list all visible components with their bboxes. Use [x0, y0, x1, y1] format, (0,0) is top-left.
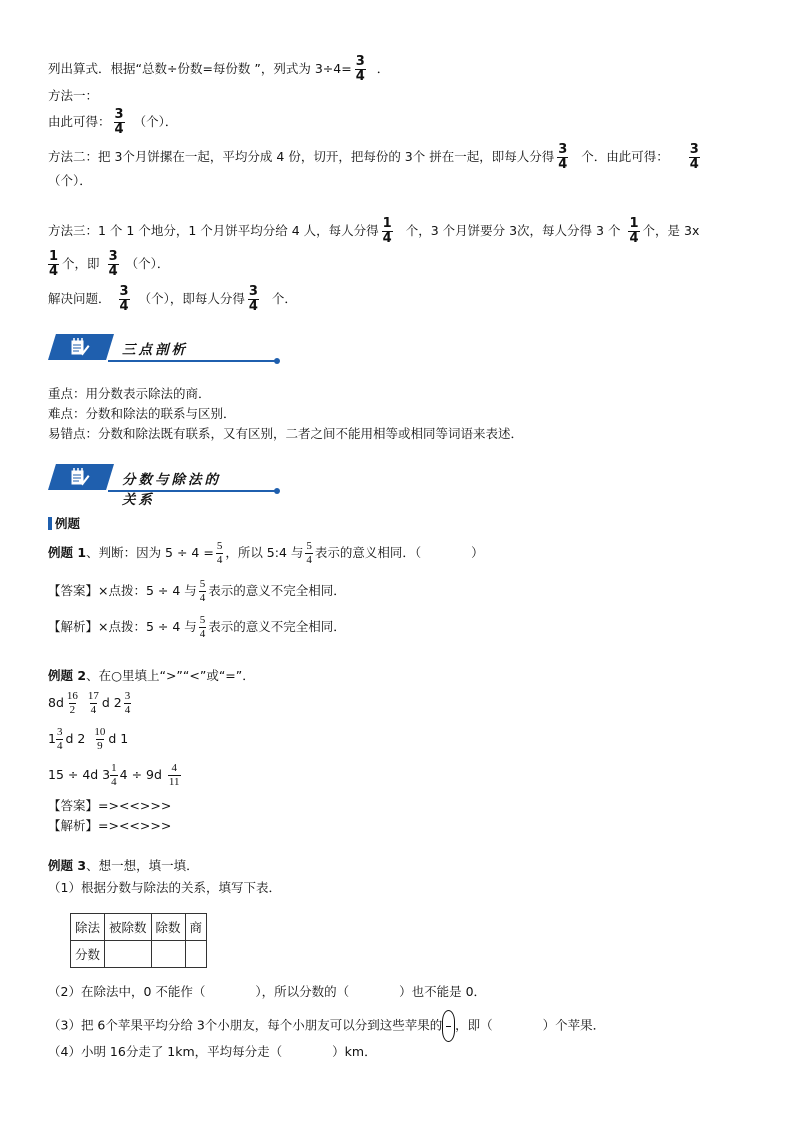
table-cell: 被除数 — [105, 914, 152, 941]
table-cell — [185, 941, 207, 968]
example-2-answer: 【答案】=><<>>> — [48, 798, 172, 813]
banner-rule — [108, 490, 278, 492]
example-1-explanation: 【解析】×点拨：5 ÷ 4 与 $\frac{5}{4}$ 表示的意义不完全相同． — [48, 614, 346, 640]
fraction: $\frac{16}{2}$ — [66, 690, 78, 716]
table-cell: 商 — [185, 914, 207, 941]
banner-dot — [274, 488, 280, 494]
section-banner-analysis — [48, 334, 230, 364]
example-3-question-1: （1）根据分数与除法的关系，填写下表． — [48, 880, 281, 895]
line-1: 列出算式．根据“总数÷份数=每份数 ”，列式为 3÷4= $\frac{3}{4}$ ． — [48, 54, 390, 84]
notepad-pencil-icon — [68, 336, 90, 358]
fraction: $\frac{17}{4}$ — [87, 690, 99, 716]
example-3: 例题 3、想一想，填一填． — [48, 858, 199, 873]
line-8: 解决问题． $\frac{3}{4}$ （个），即每人分得 $\frac{3}{4}$ 个． — [48, 284, 297, 314]
line-7: $\frac{1}{4}$ 个，即 $\frac{3}{4}$ （个）． — [49, 249, 170, 279]
example-3-question-2: （2）在除法中，0 不能作（ ），所以分数的（ ）也不能是 0． — [48, 984, 487, 999]
fraction — [446, 1013, 451, 1040]
line-6: 方法三：1 个 1 个地分，1 个月饼平均分给 4 人，每人分得 $\frac{1}{4}$ 个，3 个月饼要分 3次，每人分得 3 个 $\frac{1}{4}$ 个，是 3x — [48, 216, 700, 246]
line-5: （个）． — [48, 173, 92, 188]
table-cell — [105, 941, 152, 968]
banner-dot — [274, 358, 280, 364]
difficult-point: 难点：分数和除法的联系与区别． — [48, 406, 236, 421]
example-2-row-2: 1 $\frac{3}{4}$ d 2 $\frac{10}{9}$ d 1 — [48, 726, 129, 752]
fraction: $\frac{5}{4}$ — [199, 614, 206, 640]
error-prone-point: 易错点：分数和除法既有联系，又有区别，二者之间不能用相等或相同等词语来表述． — [48, 426, 524, 441]
example-3-question-4: （4）小明 16分走了 1km，平均每分走（ ）km． — [48, 1044, 377, 1059]
fraction: $\frac{5}{4}$ — [199, 578, 206, 604]
example-1: 例题 1、判断：因为 5 ÷ 4 = $\frac{5}{4}$ ，所以 5:4 与 $\frac{5}{4}$ 表示的意义相同．（ ） — [48, 540, 484, 566]
fraction: $\frac{3}{4}$ — [114, 107, 124, 137]
notepad-pencil-icon — [68, 466, 90, 488]
line-4: 方法二：把 3个月饼摞在一起，平均分成 4 份，切开，把每份的 3个 拼在一起，即每人分得 $\frac{3}{4}$ 个．由此可得： $\frac{3}{4}$ — [48, 142, 699, 172]
fraction: $\frac{3}{4}$ — [248, 284, 258, 314]
example-heading: 例题 — [48, 515, 80, 533]
section-banner-relation — [48, 464, 230, 508]
heading-marker — [48, 517, 52, 530]
fraction: $\frac{10}{9}$ — [94, 726, 106, 752]
fraction-division-table — [70, 913, 207, 968]
fraction: $\frac{1}{4}$ — [111, 762, 117, 788]
table-row — [71, 914, 207, 941]
fraction: $\frac{5}{4}$ — [216, 540, 223, 566]
fraction: $\frac{3}{4}$ — [108, 249, 118, 279]
answer-fraction-blank — [442, 1010, 455, 1042]
fraction: $\frac{3}{4}$ — [558, 142, 568, 172]
example-2: 例题 2、在○里填上“>”“<”或“=”． — [48, 668, 255, 683]
example-3-question-3: （3）把 6个苹果平均分给 3个小朋友，每个小朋友可以分到这些苹果的 ，即（ ）个苹果． — [48, 1010, 605, 1042]
banner-rule — [108, 360, 278, 362]
fraction: $\frac{3}{4}$ — [355, 54, 365, 84]
fraction: $\frac{5}{4}$ — [306, 540, 312, 566]
table-cell: 除数 — [151, 914, 185, 941]
example-2-explanation: 【解析】=><<>>> — [48, 818, 172, 833]
example-2-row-3: 15 ÷ 4d 3 $\frac{1}{4}$ 4 ÷ 9d $\frac{4}{11}$ — [48, 762, 180, 788]
fraction: $\frac{1}{4}$ — [629, 216, 639, 246]
line-3: 由此可得： $\frac{3}{4}$ （个）． — [48, 107, 178, 137]
example-1-answer: 【答案】×点拨：5 ÷ 4 与 $\frac{5}{4}$ 表示的意义不完全相同． — [48, 578, 346, 604]
method-one-label: 方法一： — [48, 88, 99, 103]
fraction: $\frac{1}{4}$ — [382, 216, 392, 246]
fraction: $\frac{3}{4}$ — [124, 690, 131, 716]
fraction: $\frac{3}{4}$ — [119, 284, 129, 314]
fraction: $\frac{3}{4}$ — [689, 142, 699, 172]
fraction: $\frac{1}{4}$ — [49, 249, 59, 279]
key-point: 重点：用分数表示除法的商． — [48, 386, 211, 401]
table-row — [71, 941, 207, 968]
fraction: $\frac{3}{4}$ — [56, 726, 63, 752]
table-cell: 除法 — [71, 914, 105, 941]
banner-title: 三点剖析 — [122, 342, 188, 358]
table-cell — [151, 941, 185, 968]
banner-title: 分数与除法的关系 — [122, 472, 221, 508]
table-cell: 分数 — [71, 941, 105, 968]
example-2-row-1: 8d $\frac{16}{2}$ $\frac{17}{4}$ d 2 $\frac{3}{4}$ — [48, 690, 131, 716]
fraction: $\frac{4}{11}$ — [168, 762, 180, 788]
